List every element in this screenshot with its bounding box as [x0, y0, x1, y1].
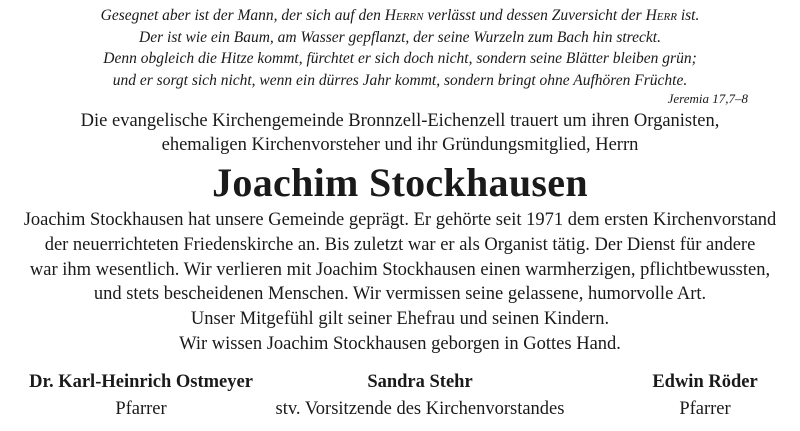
signature-role: Pfarrer	[679, 399, 731, 419]
tribute-line-4: und stets bescheidenen Menschen. Wir vermissen seine gelassene, humorvolle Art.	[93, 284, 707, 305]
bible-verse	[20, 5, 780, 91]
signatures	[0, 370, 800, 430]
signature-role: stv. Vorsitzende des Kirchenvorstandes	[275, 399, 565, 419]
verse-word-herrn: Herrn	[384, 7, 424, 24]
tribute-line-2: der neuerrichteten Friedenskirche an. Bis zuletzt war er als Organist tätig. Der Dienst für andere	[44, 234, 756, 255]
signature-roeder	[605, 370, 800, 422]
signature-ostmeyer	[0, 370, 282, 422]
verse-line-1-part-b: verlässt und dessen Zuversicht der	[423, 7, 646, 24]
verse-word-herr: Herr	[645, 7, 677, 24]
signature-name: Edwin Röder	[652, 372, 758, 392]
intro-line-1: Die evangelische Kirchengemeinde Bronnzell-Eichenzell trauert um ihren Organisten,	[80, 111, 720, 131]
verse-reference: Jeremia 17,7–8	[667, 91, 748, 106]
signature-role: Pfarrer	[115, 399, 167, 419]
verse-line-1-part-c: ist.	[676, 7, 700, 24]
signature-name: Dr. Karl-Heinrich Ostmeyer	[29, 372, 253, 392]
condolence-line: Unser Mitgefühl gilt seiner Ehefrau und seinen Kindern.	[190, 309, 610, 330]
verse-line-2: Der ist wie ein Baum, am Wasser gepflanzt, der seine Wurzeln zum Bach hin streckt.	[139, 28, 661, 46]
verse-line-1-part-a: Gesegnet aber ist der Mann, der sich auf den	[100, 7, 385, 24]
verse-line-3: Denn obgleich die Hitze kommt, fürchtet er sich doch nicht, sondern seine Blätter bleiben grün;	[103, 50, 697, 67]
intro-text	[20, 109, 780, 157]
signature-name: Sandra Stehr	[367, 372, 473, 392]
verse-line-1	[20, 5, 780, 27]
verse-line-4: und er sorgt sich nicht, wenn ein dürres Jahr kommt, sondern bringt ohne Aufhören Früchte.	[112, 71, 688, 89]
closing-line: Wir wissen Joachim Stockhausen geborgen in Gottes Hand.	[179, 333, 621, 354]
signature-stehr	[270, 370, 570, 422]
tribute-line-1: Joachim Stockhausen hat unsere Gemeinde geprägt. Er gehörte seit 1971 dem ersten Kirchenvorstand	[23, 210, 777, 230]
tribute-text	[10, 208, 790, 357]
deceased-name: Joachim Stockhausen	[212, 160, 588, 205]
intro-line-2: ehemaligen Kirchenvorsteher und ihr Gründungsmitglied, Herrn	[161, 135, 639, 155]
tribute-line-3: war ihm wesentlich. Wir verlieren mit Joachim Stockhausen einen warmherzigen, pflichtbewussten,	[29, 259, 771, 280]
